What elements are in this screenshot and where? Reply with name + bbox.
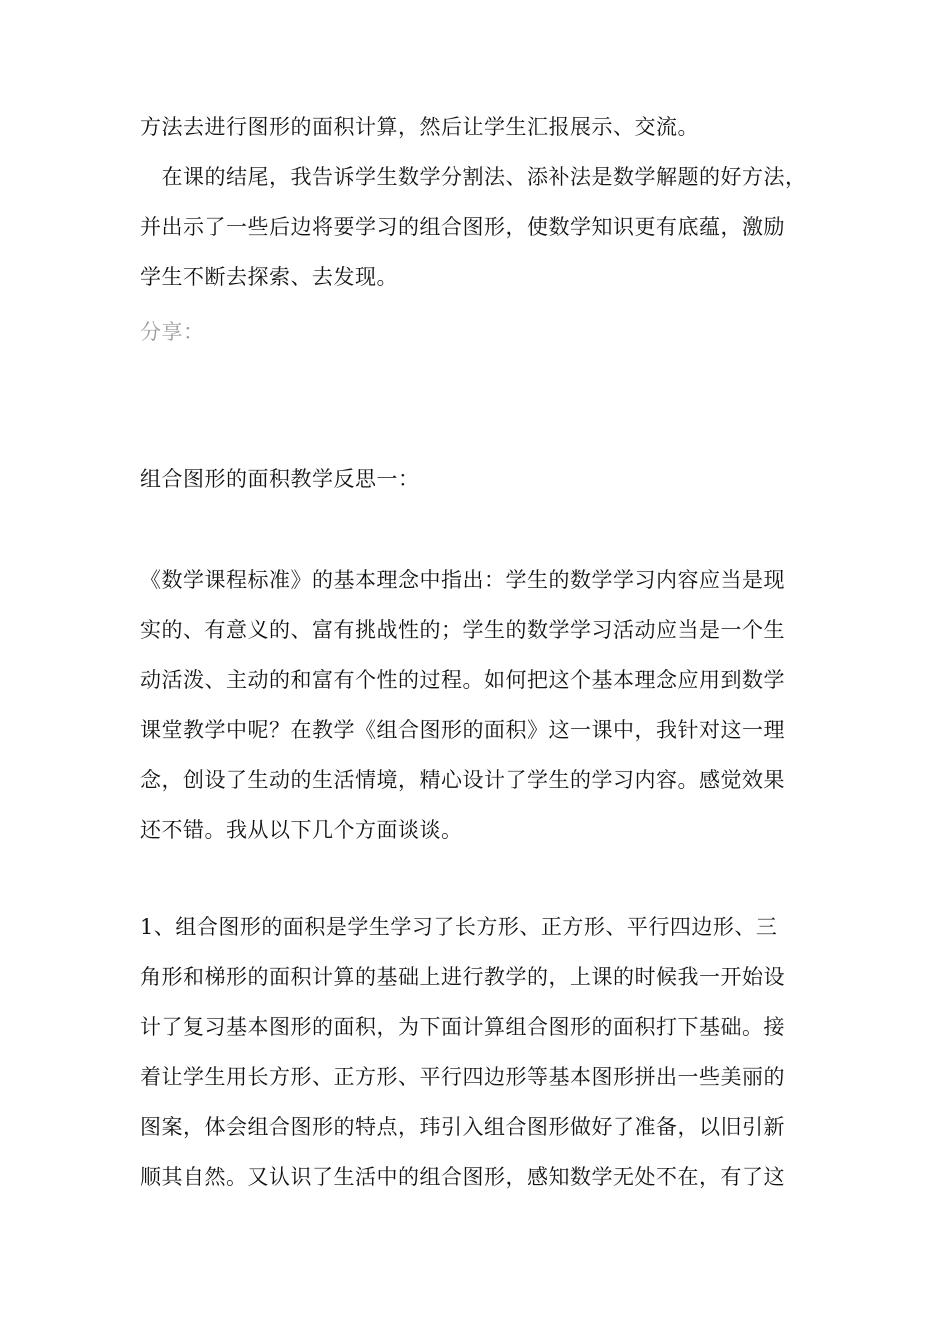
text-line: 方法去进行图形的面积计算，然后让学生汇报展示、交流。 (140, 115, 699, 139)
text-line: 顺其自然。又认识了生活中的组合图形，感知数学无处不在，有了这 (140, 1165, 785, 1189)
text-line: 念，创设了生动的生活情境，精心设计了学生的学习内容。感觉效果 (140, 768, 785, 792)
text-line: 计了复习基本图形的面积，为下面计算组合图形的面积打下基础。接 (140, 1015, 785, 1039)
section-heading: 组合图形的面积教学反思一： (140, 467, 420, 491)
text-line: 动活泼、主动的和富有个性的过程。如何把这个基本理念应用到数学 (140, 668, 785, 692)
text-line: 并出示了一些后边将要学习的组合图形，使数学知识更有底蕴，激励 (140, 215, 785, 239)
text-line: 课堂教学中呢？在教学《组合图形的面积》这一课中，我针对这一理 (140, 718, 785, 742)
text-line: 1、组合图形的面积是学生学习了长方形、正方形、平行四边形、三 (140, 915, 778, 939)
text-line: 角形和梯形的面积计算的基础上进行教学的，上课的时候我一开始设 (140, 965, 785, 989)
text-line: 学生不断去探索、去发现。 (140, 265, 398, 289)
share-label: 分享： (140, 320, 205, 344)
text-line: 实的、有意义的、富有挑战性的；学生的数学学习活动应当是一个生 (140, 618, 785, 642)
text-line: 着让学生用长方形、正方形、平行四边形等基本图形拼出一些美丽的 (140, 1065, 785, 1089)
text-line: 还不错。我从以下几个方面谈谈。 (140, 818, 463, 842)
text-line: 图案，体会组合图形的特点，玮引入组合图形做好了准备，以旧引新 (140, 1115, 785, 1139)
text-line: 《数学课程标准》的基本理念中指出：学生的数学学习内容应当是现 (140, 568, 785, 592)
text-line: 在课的结尾，我告诉学生数学分割法、添补法是数学解题的好方法， (140, 165, 807, 189)
